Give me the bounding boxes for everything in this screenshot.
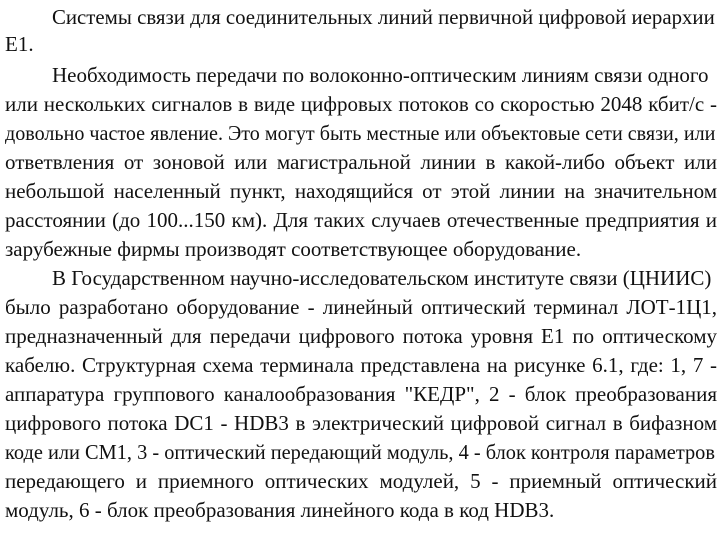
paragraph-1-line-2: или нескольких сигналов в виде цифровых потоков со скоростью 2048 кбит/с - [5, 92, 717, 116]
paragraph-1-line-1: Необходимость передачи по волоконно-оптическим линиям связи одного [52, 63, 709, 87]
paragraph-2-line-6: цифрового потока DC1 - HDB3 в электрический цифровой сигнал в бифазном [5, 411, 717, 435]
paragraph-2-line-8: передающего и приемного оптических модулей, 5 - приемный оптический [5, 469, 717, 493]
paragraph-1-line-7: зарубежные фирмы производят соответствующее оборудование. [5, 237, 582, 261]
paragraph-1-line-3: довольно частое явление. Это могут быть местные или объектовые сети связи, или [5, 121, 716, 145]
paragraph-2-line-5: аппаратура группового каналообразования "КЕДР", 2 - блок преобразования [5, 382, 717, 406]
heading-line-1: Системы связи для соединительных линий первичной цифровой иерархии [52, 5, 715, 29]
paragraph-2-line-3: предназначенный для передачи цифрового потока уровня E1 по оптическому [5, 324, 717, 348]
heading-line-2: E1. [5, 32, 34, 56]
paragraph-2-line-7: коде или CM1, 3 - оптический передающий модуль, 4 - блок контроля параметров [5, 440, 715, 464]
paragraph-1-line-5: небольшой населенный пункт, находящийся от этой линии на значительном [5, 179, 717, 203]
paragraph-2-line-2: было разработано оборудование - линейный оптический терминал ЛОТ-1Ц1, [5, 295, 717, 319]
paragraph-1-line-4: ответвления от зоновой или магистральной линии в какой-либо объект или [5, 150, 717, 174]
paragraph-2-line-1: В Государственном научно-исследовательском институте связи (ЦНИИС) [52, 266, 712, 290]
paragraph-2-line-4: кабелю. Структурная схема терминала представлена на рисунке 6.1, где: 1, 7 - [5, 353, 717, 377]
paragraph-2-line-9: модуль, 6 - блок преобразования линейного кода в код HDB3. [5, 498, 555, 522]
paragraph-1-line-6: расстоянии (до 100...150 км). Для таких случаев отечественные предприятия и [5, 208, 717, 232]
